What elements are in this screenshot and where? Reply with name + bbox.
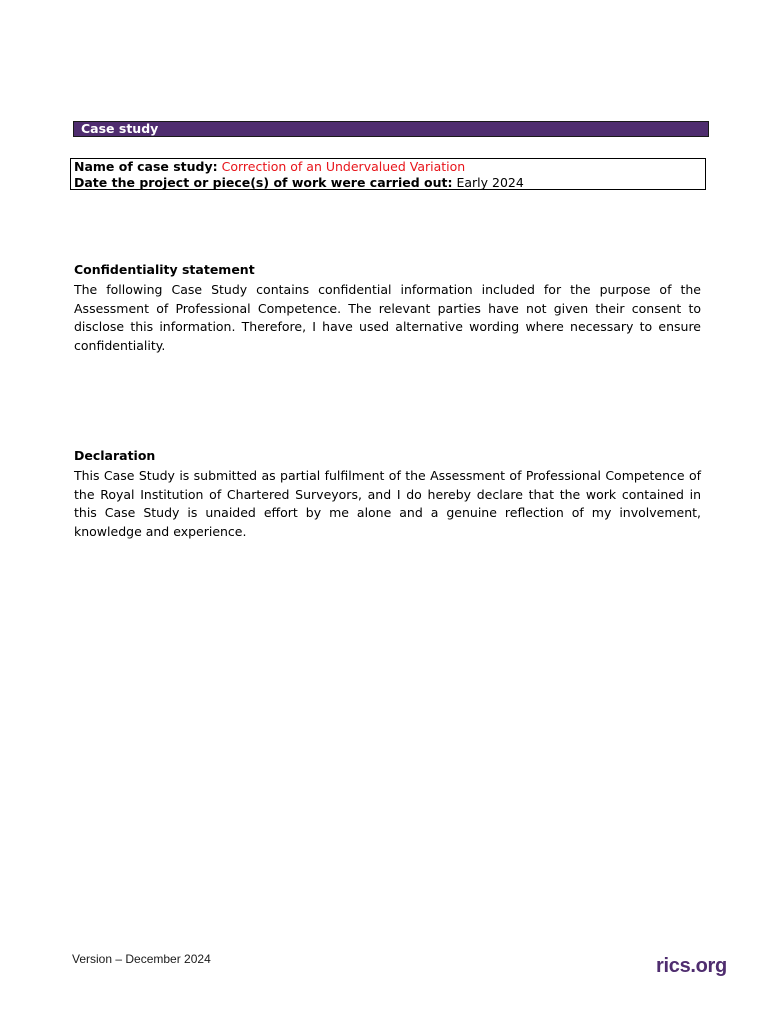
case-name-value: Correction of an Undervalued Variation bbox=[221, 159, 466, 174]
case-study-header-bar bbox=[73, 121, 709, 137]
declaration-section bbox=[74, 448, 701, 541]
case-date-value: Early 2024 bbox=[456, 174, 524, 190]
case-date-label: Date the project or piece(s) of work were carried out: bbox=[74, 174, 453, 190]
case-name-label: Name of case study: bbox=[74, 159, 218, 174]
version-text: Version – December 2024 bbox=[72, 952, 211, 966]
case-name-row bbox=[74, 159, 705, 175]
rics-logo: rics.org bbox=[656, 955, 727, 977]
case-info-box bbox=[70, 158, 706, 190]
declaration-title: Declaration bbox=[74, 448, 156, 463]
confidentiality-title: Confidentiality statement bbox=[74, 262, 255, 277]
confidentiality-body: The following Case Study contains confidential information included for the purpose of the Assessment of Professional Competence. The relevant parties have not given their consent to disclose this information. Therefore, I have used alternative wording where necessary to ensure confidentiality. bbox=[74, 282, 701, 353]
confidentiality-section bbox=[74, 262, 701, 355]
case-study-header-label: Case study bbox=[81, 121, 159, 136]
declaration-body: This Case Study is submitted as partial fulfilment of the Assessment of Professional Competence of the Royal Institution of Chartered Surveyors, and I do hereby declare that the work contained in this Case Study is unaided effort by me alone and a genuine reflection of my involvement, knowledge and experience. bbox=[74, 468, 701, 539]
case-date-row bbox=[74, 175, 705, 191]
